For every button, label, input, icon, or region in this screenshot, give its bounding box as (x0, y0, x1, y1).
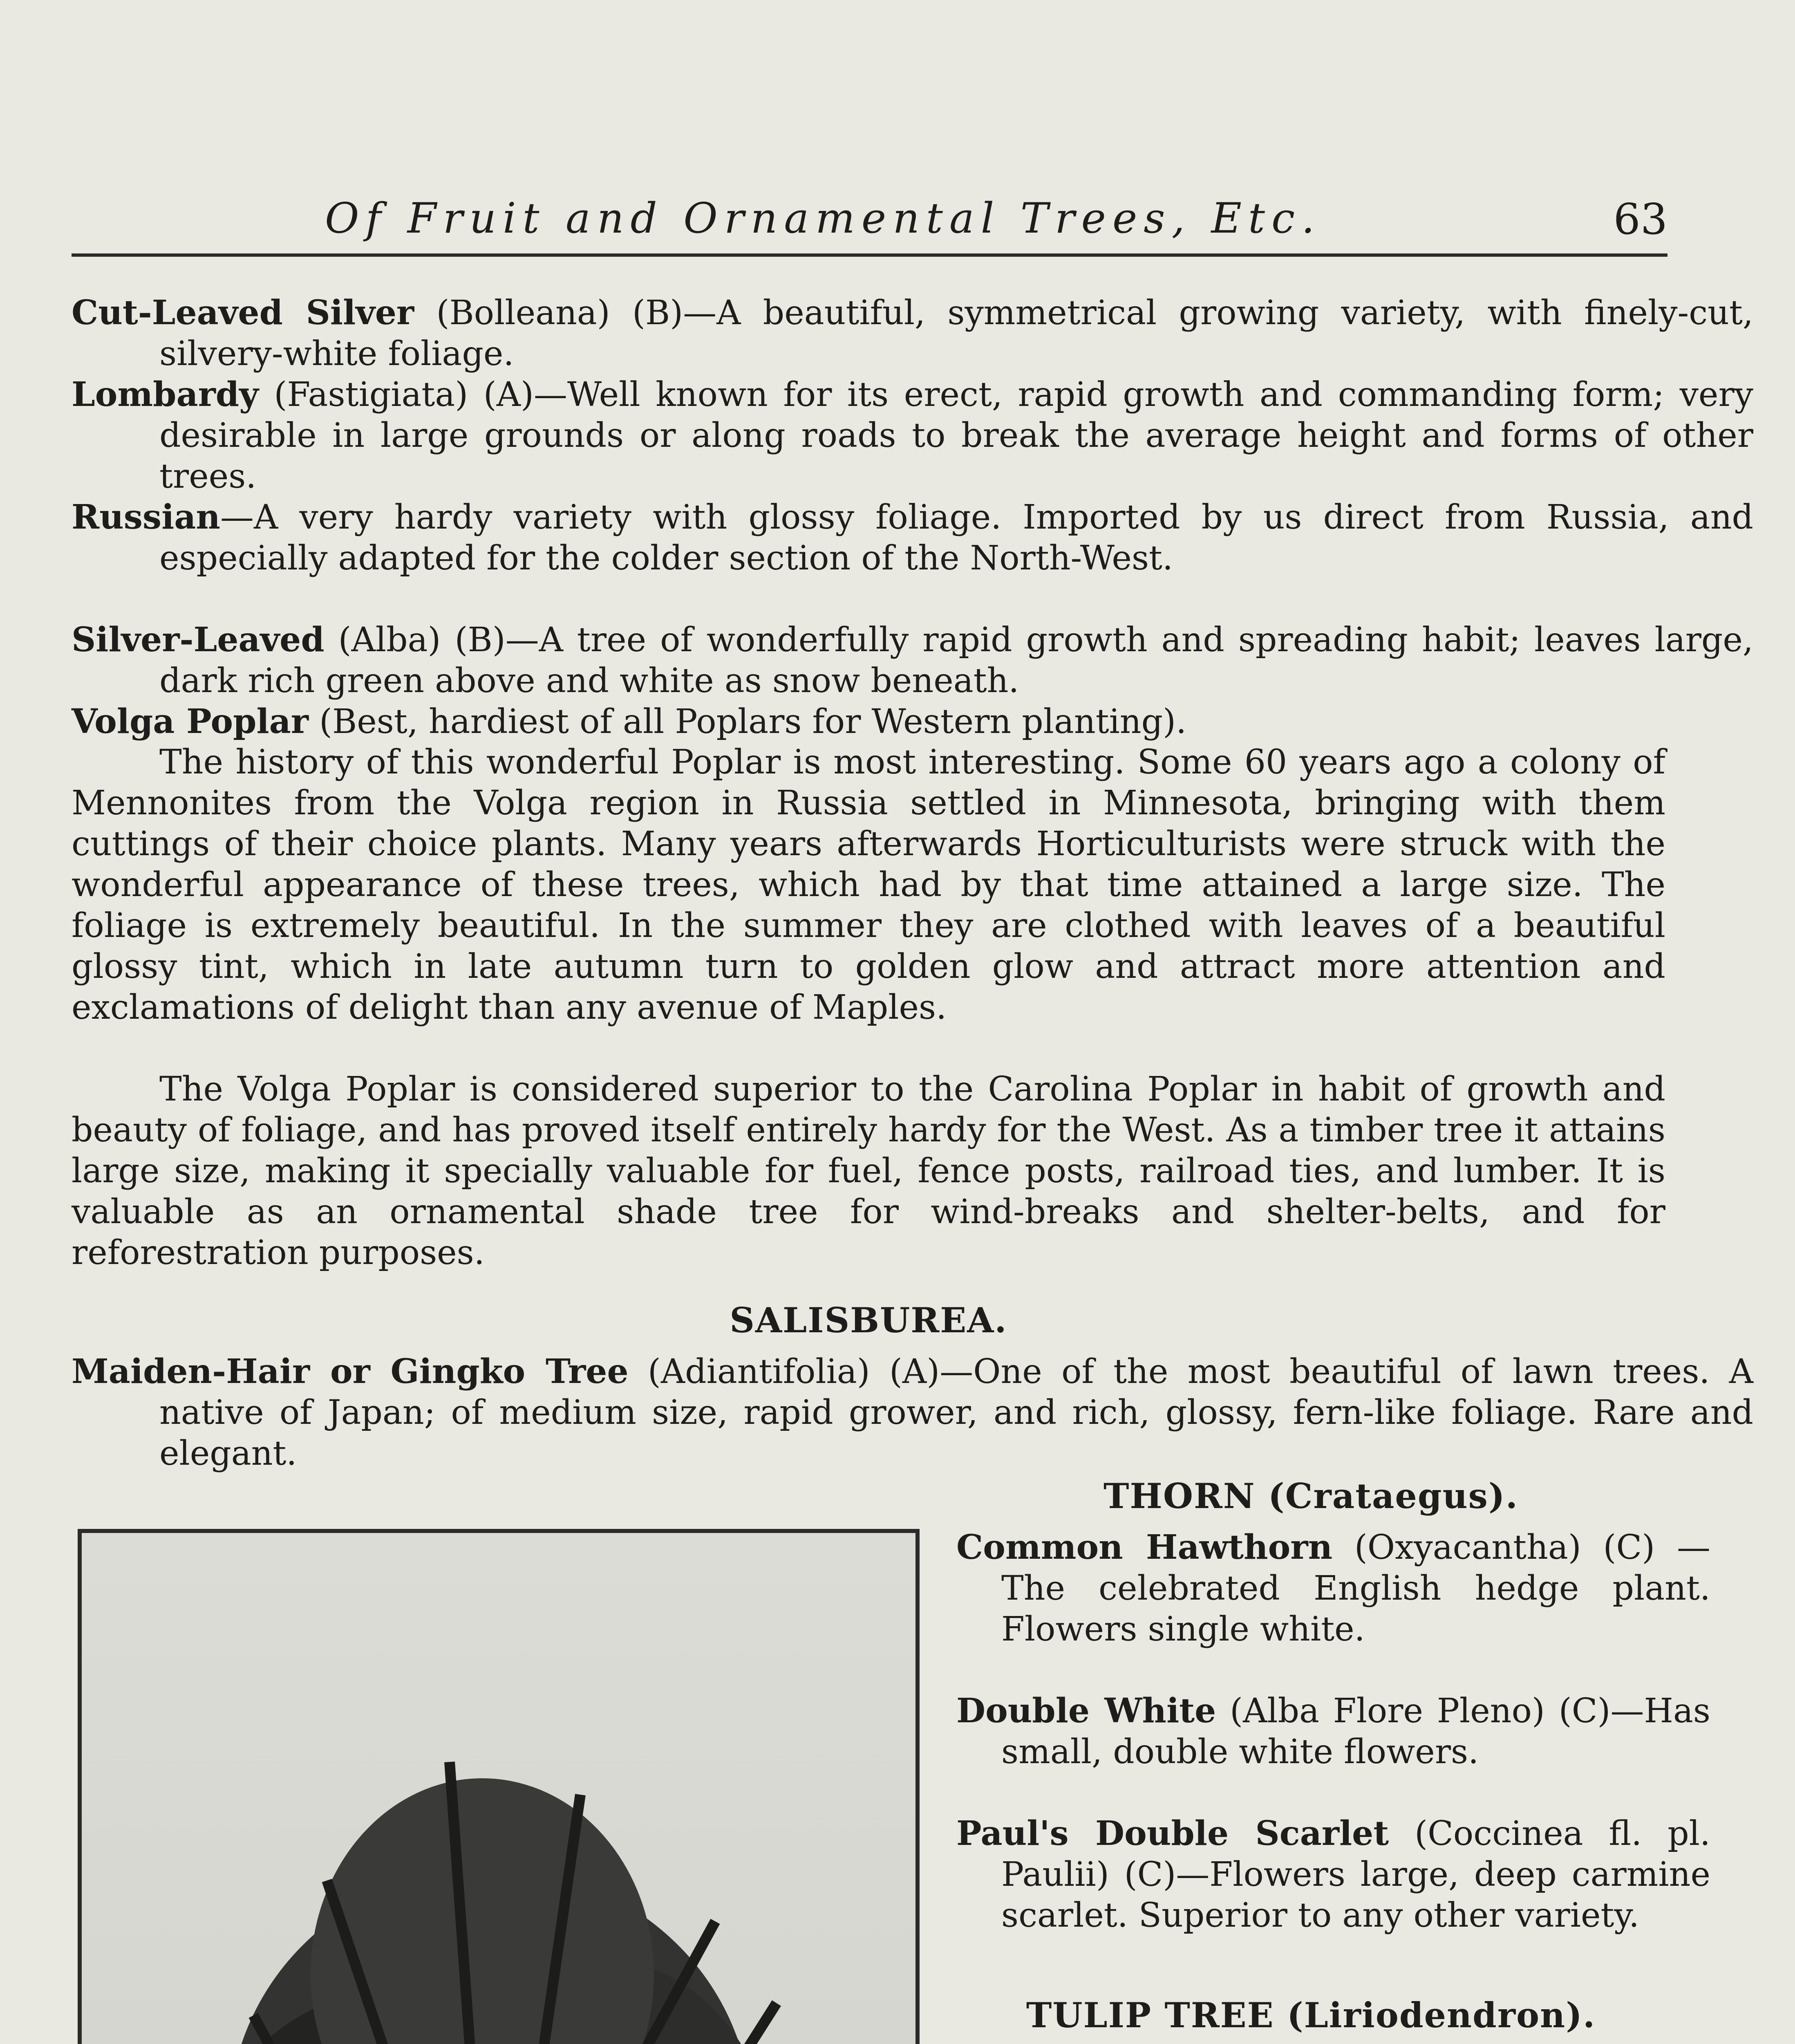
entry-common-hawthorn (956, 1527, 1710, 1650)
heading-thorn: THORN (Crataegus). (1103, 1476, 1518, 1516)
entry-text: (Adiantifolia) (A)—One of the most beautiful of lawn trees. A native of Japan; of medium size, rapid grower, and rich, glossy, fern-like foliage. Rare and elegant. (159, 1352, 1753, 1473)
entry-name: Silver-Leaved (72, 620, 325, 659)
entry-russian (72, 497, 1753, 579)
running-title: Of Fruit and Ornamental Trees, Etc. (325, 194, 1321, 243)
page-header (72, 172, 1667, 257)
entry-text: (Alba Flore Pleno) (C)—Has small, double white flowers. (1001, 1692, 1710, 1771)
entry-name: Cut-Leaved Silver (72, 293, 414, 332)
entry-silver-leaved (72, 619, 1753, 702)
entry-double-white (956, 1690, 1710, 1773)
entry-text: (Best, hardiest of all Poplars for Western planting). (308, 702, 1187, 741)
heading-salisburea: SALISBUREA. (730, 1300, 1007, 1340)
entry-text: (Oxyacantha) (C) — The celebrated English hedge plant. Flowers single white. (1001, 1528, 1710, 1649)
willow-photo (78, 1529, 920, 2044)
entry-text: (Alba) (B)—A tree of wonderfully rapid growth and spreading habit; leaves large, dark rich green above and white as snow beneath. (159, 621, 1753, 700)
willow-bush-illustration (82, 1533, 915, 2044)
volga-paragraph-1: The history of this wonderful Poplar is most interesting. Some 60 years ago a colony of Mennonites from the Volga region in Russia settled in Minnesota, bringing with them cuttings of their choice plants. Many years afterwards Horticulturists were struck with the wonderful appearance of these trees, which had by that time attained a large size. The foliage is extremely beautiful. In the summer they are clothed with leaves of a beautiful glossy tint, which in late autumn turn to golden glow and attract more attention and exclamations of delight than any avenue of Maples. (72, 743, 1665, 1027)
entry-cut-leaved-silver (72, 292, 1753, 374)
entry-name: Paul's Double Scarlet (956, 1814, 1389, 1853)
entry-pauls-double-scarlet (956, 1813, 1710, 1936)
entry-gingko-tree (72, 1351, 1753, 1474)
entry-name: Common Hawthorn (956, 1528, 1333, 1567)
entry-name: Volga Poplar (72, 702, 309, 741)
entry-name: Maiden-Hair or Gingko Tree (72, 1352, 629, 1391)
entry-name: Russian (72, 498, 220, 537)
entry-name: Double White (956, 1691, 1216, 1730)
entry-text: (Coccinea fl. pl. Paulii) (C)—Flowers large, deep carmine scarlet. Superior to any other variety. (1001, 1814, 1710, 1935)
heading-tulip-tree: TULIP TREE (Liriodendron). (1026, 1995, 1596, 2035)
entry-text: —A very hardy variety with glossy foliage. Imported by us direct from Russia, and especially adapted for the colder section of the North-West. (159, 498, 1753, 578)
entry-text: (Fastigiata) (A)—Well known for its erect, rapid growth and commanding form; very desirable in large grounds or along roads to break the average height and forms of other trees. (159, 375, 1753, 496)
entry-volga-poplar (72, 701, 1753, 742)
entry-text: (Bolleana) (B)—A beautiful, symmetrical growing variety, with finely-cut, silvery-white foliage. (159, 294, 1753, 373)
entry-lombardy (72, 374, 1753, 497)
page-number: 63 (1613, 194, 1667, 244)
volga-paragraph-2: The Volga Poplar is considered superior to the Carolina Poplar in habit of growth and beauty of foliage, and has proved itself entirely hardy for the West. As a timber tree it attains large size, making it specially valuable for fuel, fence posts, railroad ties, and lumber. It is valuable as an ornamental shade tree for wind-breaks and shelter-belts, and for reforestration purposes. (72, 1070, 1665, 1272)
entry-name: Lombardy (72, 375, 259, 414)
